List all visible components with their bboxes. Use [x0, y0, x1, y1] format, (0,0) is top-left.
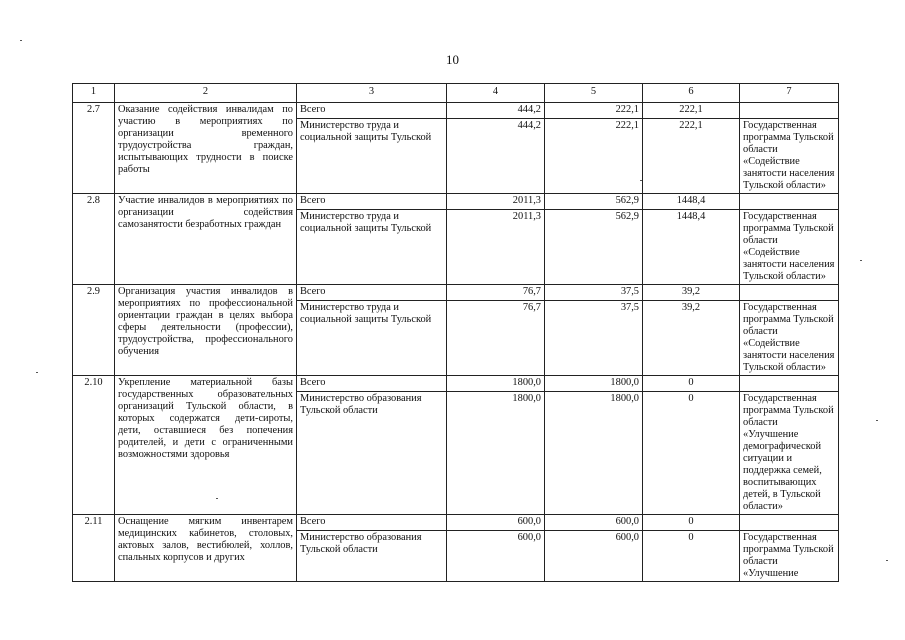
measures-table: [72, 83, 839, 582]
header-row: [73, 84, 839, 103]
table-row: [73, 285, 839, 301]
scan-speck: [876, 420, 878, 421]
measure-description: Участие инвалидов в мероприятиях по организации содействия самозанятости безработных граждан: [115, 194, 297, 285]
scan-speck: [216, 498, 218, 499]
scan-speck: [36, 372, 38, 373]
total-label: Всего: [297, 194, 447, 210]
row-number: 2.10: [73, 376, 115, 515]
executor: Министерство труда и социальной защиты Тульской: [297, 210, 447, 285]
total-col-5: 37,5: [545, 285, 643, 301]
header-col-1: 1: [73, 84, 115, 103]
state-program: Государственная программа Тульской области «Содействие занятости населения Тульской области»: [740, 301, 839, 376]
executor-col-5: 600,0: [545, 531, 643, 582]
executor-col-6: 222,1: [643, 119, 740, 194]
scan-speck: [886, 560, 888, 561]
row-number: 2.8: [73, 194, 115, 285]
row-number: 2.7: [73, 103, 115, 194]
executor-col-6: 0: [643, 392, 740, 515]
total-label: Всего: [297, 285, 447, 301]
total-col-6: 0: [643, 376, 740, 392]
program-empty: [740, 515, 839, 531]
scan-speck: [20, 40, 22, 41]
measure-description: Организация участия инвалидов в мероприятиях по профессиональной ориентации граждан в целях выбора сферы деятельности (профессии), трудоустройства, профессионального обучения: [115, 285, 297, 376]
executor: Министерство образования Тульской области: [297, 531, 447, 582]
row-number: 2.11: [73, 515, 115, 582]
header-col-6: 6: [643, 84, 740, 103]
header-col-7: 7: [740, 84, 839, 103]
table-row: [73, 103, 839, 119]
state-program: Государственная программа Тульской области «Улучшение демографической ситуации и поддержка семей, воспитывающих детей, в Тульской области»: [740, 392, 839, 515]
executor-col-5: 1800,0: [545, 392, 643, 515]
program-empty: [740, 285, 839, 301]
header-col-3: 3: [297, 84, 447, 103]
header-col-5: 5: [545, 84, 643, 103]
executor-col-6: 1448,4: [643, 210, 740, 285]
scan-speck: [860, 260, 862, 261]
executor-col-4: 444,2: [447, 119, 545, 194]
total-col-5: 222,1: [545, 103, 643, 119]
total-col-6: 39,2: [643, 285, 740, 301]
measure-description: Оснащение мягким инвентарем медицинских кабинетов, столовых, актовых залов, вестибюлей, холлов, спальных корпусов и других: [115, 515, 297, 582]
program-empty: [740, 103, 839, 119]
total-col-4: 1800,0: [447, 376, 545, 392]
executor-col-4: 1800,0: [447, 392, 545, 515]
scan-speck: [640, 180, 642, 181]
table-row: [73, 376, 839, 392]
executor-col-6: 0: [643, 531, 740, 582]
executor-col-4: 2011,3: [447, 210, 545, 285]
executor-col-5: 562,9: [545, 210, 643, 285]
page-number: 10: [446, 52, 459, 67]
state-program: Государственная программа Тульской области «Содействие занятости населения Тульской области»: [740, 210, 839, 285]
total-label: Всего: [297, 515, 447, 531]
executor: Министерство труда и социальной защиты Тульской: [297, 301, 447, 376]
state-program: Государственная программа Тульской области «Улучшение: [740, 531, 839, 582]
executor-col-5: 37,5: [545, 301, 643, 376]
state-program: Государственная программа Тульской области «Содействие занятости населения Тульской области»: [740, 119, 839, 194]
total-col-5: 1800,0: [545, 376, 643, 392]
total-col-6: 0: [643, 515, 740, 531]
total-col-4: 600,0: [447, 515, 545, 531]
total-label: Всего: [297, 103, 447, 119]
row-number: 2.9: [73, 285, 115, 376]
total-col-4: 2011,3: [447, 194, 545, 210]
header-col-4: 4: [447, 84, 545, 103]
program-empty: [740, 194, 839, 210]
measure-description: Оказание содействия инвалидам по участию в мероприятиях по организации временного трудоустройства граждан, испытывающих трудности в поиске работы: [115, 103, 297, 194]
executor-col-5: 222,1: [545, 119, 643, 194]
total-label: Всего: [297, 376, 447, 392]
table-row: [73, 515, 839, 531]
total-col-5: 562,9: [545, 194, 643, 210]
executor-col-4: 76,7: [447, 301, 545, 376]
measure-description: Укрепление материальной базы государственных образовательных организаций Тульской области, в которых содержатся дети-сироты, дети, оставшиеся без попечения родителей, и дети с ограниченными возможностями здоровья: [115, 376, 297, 515]
program-empty: [740, 376, 839, 392]
executor: Министерство образования Тульской области: [297, 392, 447, 515]
total-col-6: 1448,4: [643, 194, 740, 210]
total-col-5: 600,0: [545, 515, 643, 531]
total-col-6: 222,1: [643, 103, 740, 119]
table-row: [73, 194, 839, 210]
executor-col-6: 39,2: [643, 301, 740, 376]
header-col-2: 2: [115, 84, 297, 103]
executor-col-4: 600,0: [447, 531, 545, 582]
total-col-4: 76,7: [447, 285, 545, 301]
executor: Министерство труда и социальной защиты Тульской: [297, 119, 447, 194]
total-col-4: 444,2: [447, 103, 545, 119]
